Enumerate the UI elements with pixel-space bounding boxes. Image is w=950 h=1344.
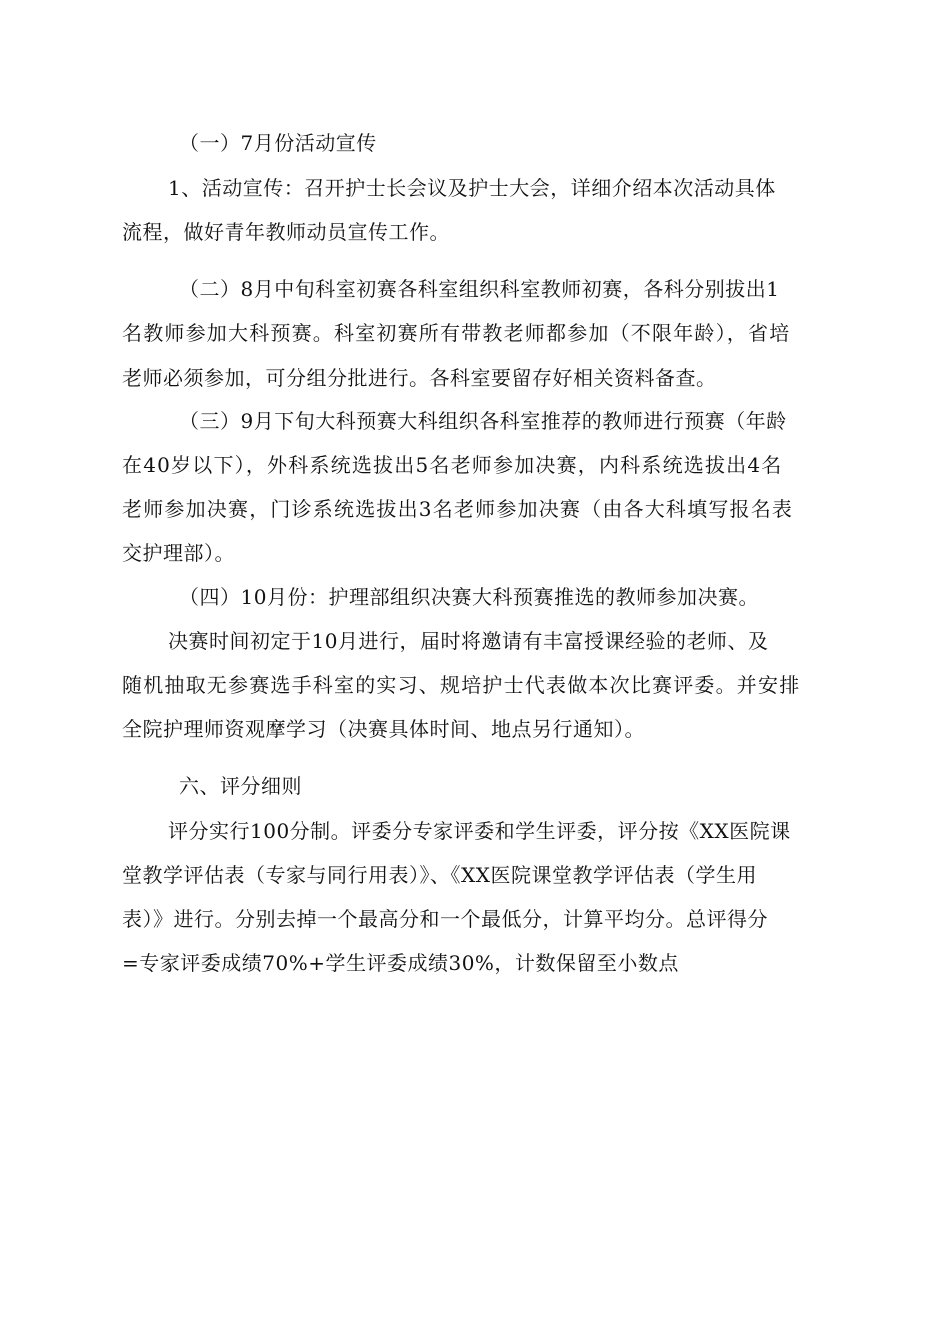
subheading-august-preliminary: （二）8月中旬科室初赛各科室组织科室教师初赛，各科分别拔出1	[179, 277, 780, 301]
paragraph-line: 表）》进行。分别去掉一个最高分和一个最低分，计算平均分。总评得分	[122, 907, 768, 931]
paragraph-line: 名教师参加大科预赛。科室初赛所有带教老师都参加（不限年龄），省培	[122, 321, 791, 345]
subheading-july-promotion: （一）7月份活动宣传	[179, 131, 377, 155]
paragraph-line: 老师参加决赛，门诊系统选拔出3名老师参加决赛（由各大科填写报名表	[122, 497, 794, 521]
paragraph-line: =专家评委成绩70%+学生评委成绩30%，计数保留至小数点	[122, 951, 679, 975]
paragraph-line: 交护理部）。	[122, 541, 235, 565]
paragraph-line: 流程，做好青年教师动员宣传工作。	[122, 220, 450, 244]
paragraph-line: 随机抽取无参赛选手科室的实习、规培护士代表做本次比赛评委。并安排	[122, 673, 801, 697]
section-heading-scoring: 六、评分细则	[179, 774, 302, 798]
subheading-october-final: （四）10月份：护理部组织决赛大科预赛推选的教师参加决赛。	[179, 585, 759, 609]
paragraph-line: 全院护理师资观摩学习（决赛具体时间、地点另行通知）。	[122, 717, 645, 741]
paragraph-line: 堂教学评估表（专家与同行用表）》、《XX医院课堂教学评估表（学生用	[122, 863, 757, 887]
paragraph-line: 1、活动宣传：召开护士长会议及护士大会，详细介绍本次活动具体	[168, 176, 776, 200]
paragraph-line: 老师必须参加，可分组分批进行。各科室要留存好相关资料备查。	[122, 366, 717, 390]
subheading-september-prelim: （三）9月下旬大科预赛大科组织各科室推荐的教师进行预赛（年龄	[179, 409, 787, 433]
paragraph-line: 决赛时间初定于10月进行，届时将邀请有丰富授课经验的老师、及	[168, 629, 769, 653]
paragraph-line: 评分实行100分制。评委分专家评委和学生评委，评分按《XX医院课	[168, 819, 791, 843]
paragraph-line: 在40岁以下），外科系统选拔出5名老师参加决赛，内科系统选拔出4名	[122, 453, 783, 477]
